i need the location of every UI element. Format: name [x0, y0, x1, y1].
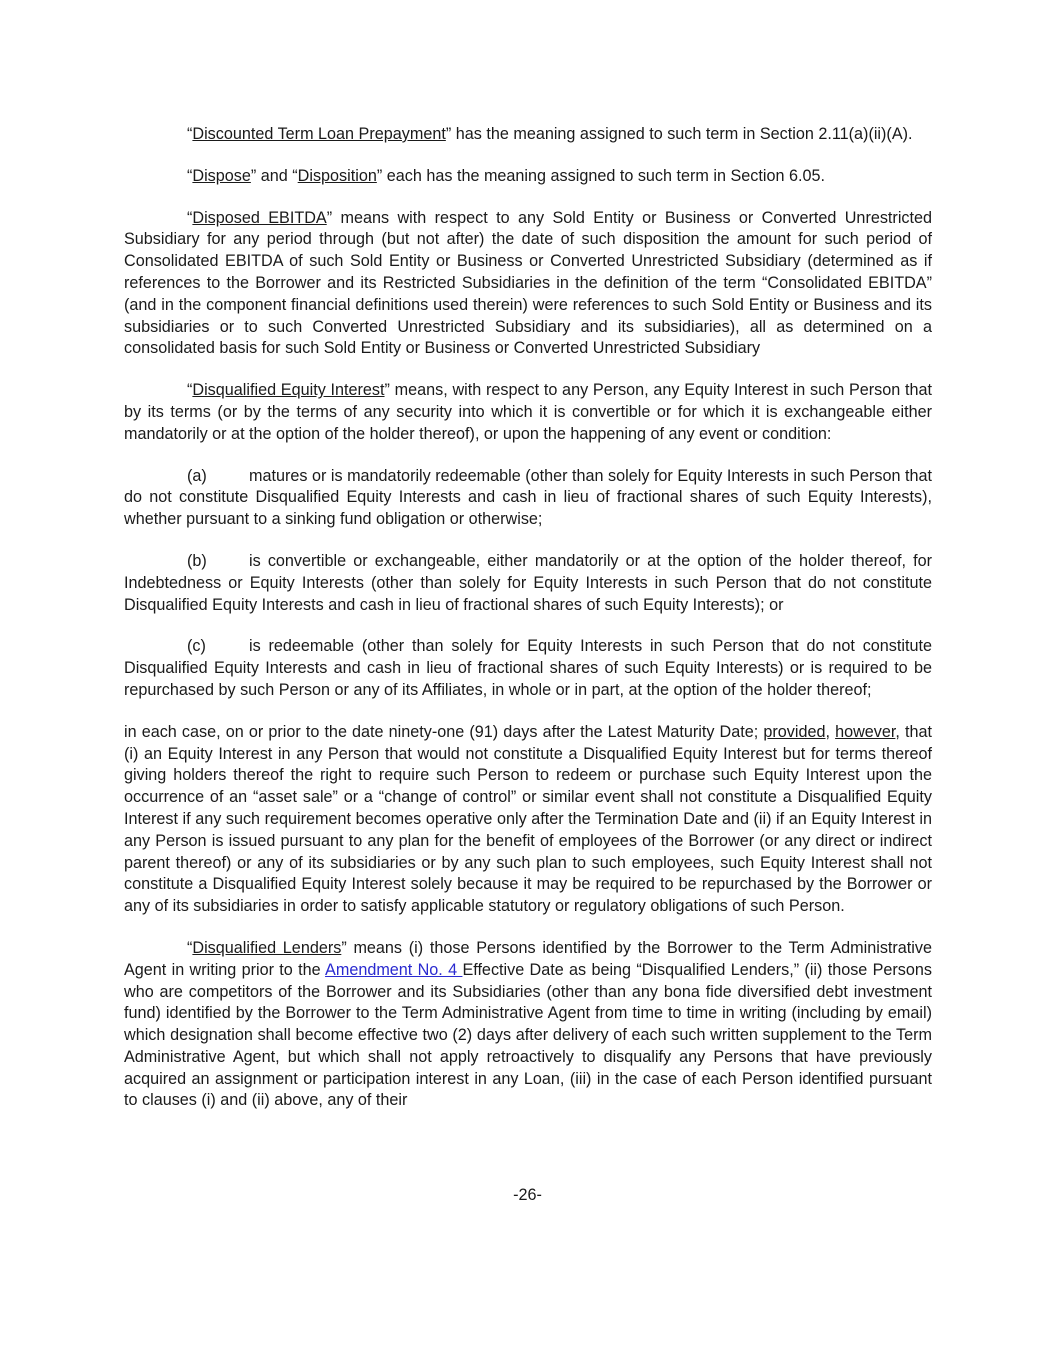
definition-disposed-ebitda: “Disposed EBITDA” means with respect to any Sold Entity or Business or Converted Unrestricted Subsidiary for any period through (but not after) the date of such disposition the amount for such period of Consolidated EBITDA of such Sold Entity or Business or Converted Unrestricted Subsidiary (determined as if references to the Borrower and its Restricted Subsidiaries in the definition of the term “Consolidated EBITDA” (and in the component financial definitions used therein) were references to such Sold Entity or Business and its subsidiaries or to such Converted Unrestricted Subsidiary and its subsidiaries), all as determined on a consolidated basis for such Sold Entity or Business or Converted Unrestricted Subsidiary: [124, 208, 933, 358]
clause-label: (a): [187, 466, 207, 485]
page-number: -26-: [513, 1186, 542, 1204]
defined-term: Disqualified Lenders: [192, 938, 342, 957]
definition-dispose: “Dispose” and “Disposition” each has the meaning assigned to such term in Section 6.05.: [187, 166, 825, 185]
defined-term: Disposition: [297, 166, 377, 185]
clause-c: (c) is redeemable (other than solely for Equity Interests in such Person that do not constitute Disqualified Equity Interests and cash in lieu of fractional shares of such Equity Interests) or is required to be repurchased by such Person or any of its Affiliates, in whole or in part, at the option of the holder thereof;: [124, 637, 932, 699]
defined-term: Dispose: [192, 166, 251, 185]
proviso-paragraph: in each case, on or prior to the date ninety-one (91) days after the Latest Maturity Date; provided, however, that (i) an Equity Interest in any Person that would not constitute a Disqualified Equity Interest but for terms thereof giving holders thereof the right to require such Person to redeem or purchase such Equity Interest upon the occurrence of an “asset sale” or a “change of control” or similar event shall not constitute a Disqualified Equity Interest if any such requirement becomes operative only after the Termination Date and (ii) if an Equity Interest in any Person is issued pursuant to any plan for the benefit of employees of the Borrower (or any direct or indirect parent thereof) or any of its subsidiaries or by any such plan to such employees, such Equity Interest shall not constitute a Disqualified Equity Interest solely because it may be required to be repurchased by the Borrower or any of its subsidiaries in order to satisfy applicable statutory or regulatory obligations of such Person.: [124, 722, 932, 916]
definition-disqualified-equity-interest: “Disqualified Equity Interest” means, with respect to any Person, any Equity Interest in such Person that by its terms (or by the terms of any security into which it is convertible or for which it is exchangeable either mandatorily or at the option of the holder thereof), or upon the happening of any event or condition:: [124, 381, 932, 443]
amendment-no-4-link[interactable]: Amendment No. 4: [325, 960, 463, 979]
defined-term: Disqualified Equity Interest: [192, 381, 385, 400]
clause-label: (c): [187, 637, 206, 656]
definition-discounted-term-loan-prepayment: “Discounted Term Loan Prepayment” has the meaning assigned to such term in Section 2.11(a)(ii)(A).: [187, 125, 913, 143]
clause-label: (b): [187, 551, 207, 570]
definition-disqualified-lenders: “Disqualified Lenders” means (i) those Persons identified by the Borrower to the Term Administrative Agent in writing prior to the Amendment No. 4 Effective Date as being “Disqualified Lenders,” (ii) those Persons who are competitors of the Borrower and its Subsidiaries (other than any bona fide diversified debt investment fund) identified by the Borrower to the Term Administrative Agent from time to time in writing (including by email) which designation shall become effective two (2) days after delivery of each such written supplement to the Term Administrative Agent, but which shall not apply retroactively to disqualify any Persons that have previously acquired an assignment or participation interest in any Loan, (iii) in the case of each Person identified pursuant to clauses (i) and (ii) above, any of their: [124, 938, 933, 1110]
defined-term: Disposed EBITDA: [192, 208, 327, 227]
provided-term: provided: [763, 722, 826, 741]
defined-term: Discounted Term Loan Prepayment: [192, 125, 446, 143]
document-page: [124, 124, 932, 1132]
however-term: however: [835, 722, 896, 741]
clause-b: (b) is convertible or exchangeable, either mandatorily or at the option of the holder thereof, for Indebtedness or Equity Interests (other than solely for Equity Interests in such Person that do not constitute Disqualified Equity Interests and cash in lieu of fractional shares of such Equity Interests); or: [124, 551, 932, 614]
clause-a: (a) matures or is mandatorily redeemable (other than solely for Equity Interests in such Person that do not constitute Disqualified Equity Interests and cash in lieu of fractional shares of such Equity Interests), whether pursuant to a sinking fund obligation or otherwise;: [124, 466, 932, 529]
